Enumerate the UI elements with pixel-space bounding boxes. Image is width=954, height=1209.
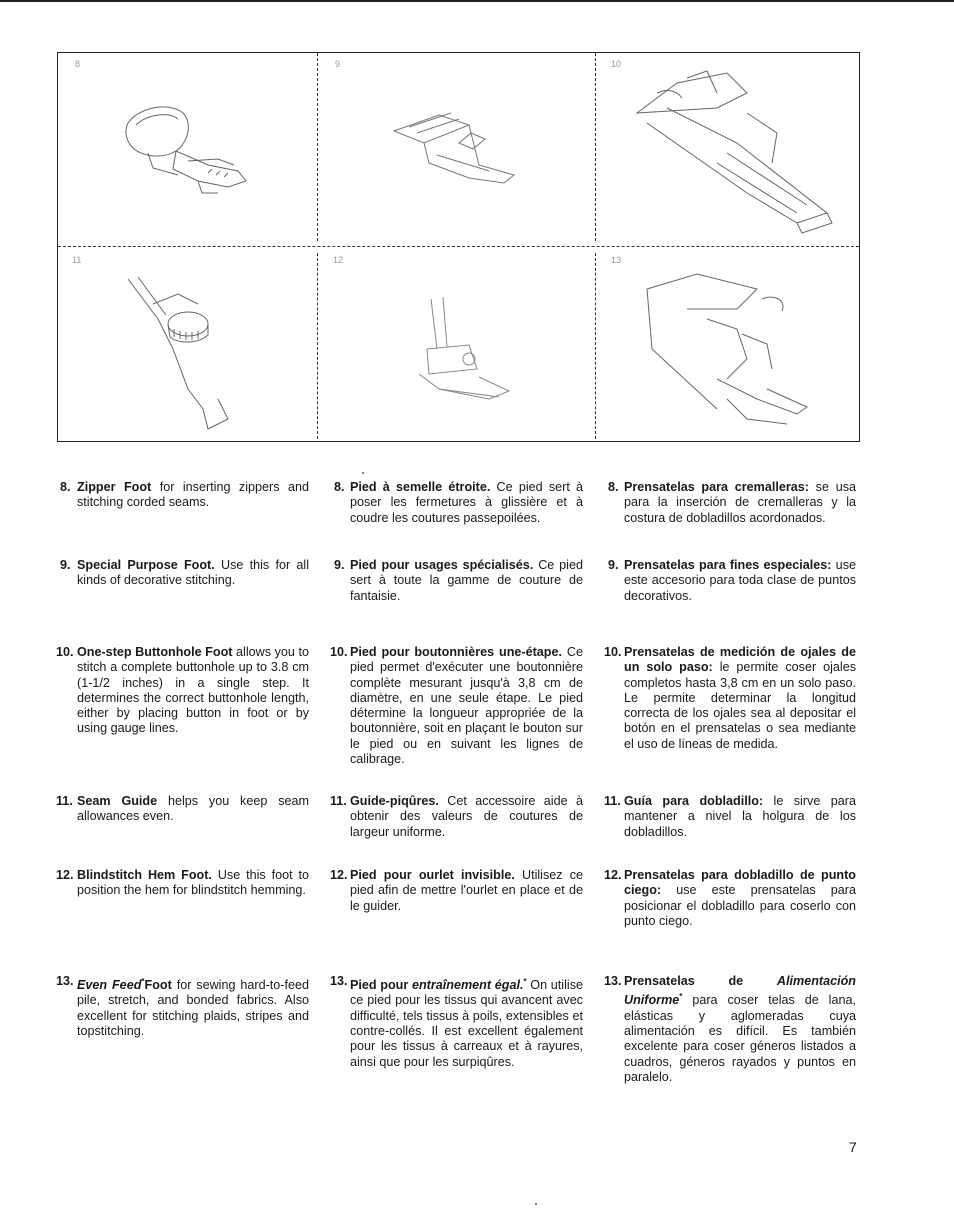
item-title: Prensatelas para fines especiales:: [624, 558, 832, 572]
blindstitch-foot-illustration: [319, 249, 594, 439]
svg-text:11: 11: [72, 255, 82, 265]
svg-text:12: 12: [333, 255, 344, 265]
list-item: 8. Zipper Foot for inserting zippers and stitching corded seams.: [60, 480, 310, 510]
item-body: Ce pied sert à toute la gamme de couture de fantaisie.: [350, 558, 583, 603]
item-body: Use this for all kinds of decorative stitching.: [77, 558, 309, 588]
list-item: 12. Blindstitch Hem Foot. Use this foot to position the hem for blindstitch hemming.: [56, 868, 309, 898]
item-title: One-step Buttonhole Foot: [77, 645, 233, 659]
item-body: Use this foot to position the hem for blindstitch hemming.: [77, 868, 309, 898]
list-item: 11. Seam Guide helps you keep seam allowances even.: [56, 794, 310, 824]
item-title: Prensatelas de: [624, 974, 777, 988]
list-item: 13. Pied pour entraînement égal.* On utilise ce pied pour les tissus qui avancent avec difficulté, tels tissus à poils, extensibles et contre-collés. Il est excellent également pour les tissus à carreaux et à rayures, ainsi que pour les surpiqûres.: [330, 974, 583, 1069]
trademark-star: *: [141, 977, 145, 986]
list-item: 12. Pied pour ourlet invisible. Utilisez ce pied afin de mettre l'ourlet en place et de le guider.: [330, 868, 583, 913]
list-item: 13. Prensatelas de Alimentación Uniforme* para coser telas de lana, elásticas y aglomeradas cuya alimentación es difícil. Es también excelente para coser géneros listados a cuadros, géneros rayados y puntos en paralelo.: [604, 974, 856, 1084]
divider-vertical: [317, 53, 318, 241]
svg-text:10: 10: [611, 59, 622, 69]
top-rule: [0, 0, 954, 2]
item-title: Prensatelas para dobladillo de punto ciego:: [624, 868, 856, 898]
list-item: 8. Pied à semelle étroite. Ce pied sert à poser les fermetures à glissière et à coudre les coutures passepoilées.: [334, 480, 584, 525]
page-number: 7: [849, 1139, 857, 1155]
item-body: para coser telas de lana, elásticas y aglomeradas cuya alimentación es difícil. Es también excelente para coser géneros listados a cuadros, géneros rayados y puntos en paralelo.: [624, 993, 856, 1084]
svg-text:9: 9: [335, 59, 341, 69]
item-title-italic: entraînement égal.: [411, 978, 524, 993]
buttonhole-foot-illustration: [597, 53, 859, 245]
svg-text:8: 8: [75, 59, 81, 69]
item-body: for sewing hard-to-feed pile, stretch, and bonded fabrics. Also excellent for stitching plaids, stripes and topstitching.: [77, 978, 309, 1039]
list-item: 10. One-step Buttonhole Foot allows you to stitch a complete buttonhole up to 3.8 cm (1-1/2 inches) in a single step. It determines the correct buttonhole length, either by placing button in foot or by using gauge lines.: [56, 645, 309, 736]
item-title-italic: Alimentación Uniforme: [624, 974, 856, 1008]
item-title: Prensatelas de medición de ojales de un solo paso:: [624, 645, 856, 675]
item-title: Prensatelas para cremalleras:: [624, 480, 809, 494]
trademark-star: *: [523, 977, 527, 986]
list-item: 9. Special Purpose Foot. Use this for all kinds of decorative stitching.: [60, 558, 309, 588]
item-title: Pied pour ourlet invisible.: [350, 868, 515, 882]
item-title-suffix: Foot: [144, 978, 172, 993]
list-item: 11. Guide-piqûres. Cet accessoire aide à obtenir des valeurs de coutures de largeur uniforme.: [330, 794, 583, 839]
item-body: use este prensatelas para posicionar el dobladillo para coserlo con punto ciego.: [624, 883, 856, 928]
item-body: Cet accessoire aide à obtenir des valeurs de coutures de largeur uniforme.: [350, 794, 583, 839]
item-title: Pied pour boutonnières une-étape.: [350, 645, 562, 659]
item-title: Pied à semelle étroite.: [350, 480, 491, 494]
even-feed-foot-illustration: [597, 249, 859, 439]
item-body: Ce pied sert à poser les fermetures à glissière et à coudre les coutures passepoilées.: [350, 480, 584, 525]
item-title: Guide-piqûres.: [350, 794, 439, 808]
item-title: Blindstitch Hem Foot.: [77, 868, 212, 882]
scan-speck: [362, 472, 364, 474]
divider-vertical: [595, 53, 596, 241]
item-title: Pied pour usages spécialisés.: [350, 558, 534, 572]
item-body: Utilisez ce pied afin de mettre l'ourlet en place et de le guider.: [350, 868, 583, 913]
list-item: 9. Pied pour usages spécialisés. Ce pied sert à toute la gamme de couture de fantaisie.: [334, 558, 583, 603]
list-item: 11. Guía para dobladillo: le sirve para mantener a nivel la holgura de los dobladillos.: [604, 794, 856, 839]
item-body: allows you to stitch a complete buttonhole up to 3.8 cm (1-1/2 inches) in a single step. It determines the correct buttonhole length, either by placing button in foot or by using gauge lines.: [77, 645, 309, 736]
seam-guide-illustration: [58, 249, 316, 439]
list-item: 9. Prensatelas para fines especiales: use este accesorio para toda clase de puntos decorativos.: [608, 558, 856, 603]
list-item: 12. Prensatelas para dobladillo de punto ciego: use este prensatelas para posicionar el dobladillo para coserlo con punto ciego.: [604, 868, 856, 928]
item-body: for inserting zippers and stitching corded seams.: [77, 480, 310, 510]
svg-text:13: 13: [611, 255, 622, 265]
zipper-foot-illustration: [58, 53, 316, 245]
item-body: helps you keep seam allowances even.: [77, 794, 310, 824]
item-body: On utilise ce pied pour les tissus qui avancent avec difficulté, tels tissus à poils, extensibles et contre-collés. Il est excellent également pour les tissus à carreaux et à rayures, ainsi que pour les surpiqûres.: [350, 978, 583, 1069]
item-body: use este accesorio para toda clase de puntos decorativos.: [624, 558, 856, 603]
divider-horizontal: [58, 246, 859, 247]
item-body: se usa para la inserción de cremalleras y la costura de dobladillos acordonados.: [624, 480, 857, 525]
item-body: le permite coser ojales completos hasta 3,8 cm en un solo paso. Le permite determinar la longitud correcta de los ojales sea al depositar el botón en el prensatelas o sea mediante el uso de líneas de medida.: [624, 660, 857, 751]
list-item: 13. Even Feed*Foot for sewing hard-to-feed pile, stretch, and bonded fabrics. Also excellent for stitching plaids, stripes and topstitching.: [56, 974, 309, 1039]
list-item: 10. Pied pour boutonnières une-étape. Ce pied permet d'exécuter une boutonnière complète mesurant jusqu'à 3,8 cm de diamètre, en une seule étape. Le pied détermine la longueur appropriée de la boutonnière, soit en plaçant le bouton sur le pied ou en suivant les lignes de calibrage.: [330, 645, 583, 767]
list-item: 8. Prensatelas para cremalleras: se usa para la inserción de cremalleras y la costura de dobladillos acordonados.: [608, 480, 857, 525]
item-title: Zipper Foot: [77, 480, 152, 494]
list-item: 10. Prensatelas de medición de ojales de un solo paso: le permite coser ojales completos hasta 3,8 cm en un solo paso. Le permite determinar la longitud correcta de los ojales sea al depositar el botón en el prensatelas o sea mediante el uso de líneas de medida.: [604, 645, 857, 751]
special-purpose-foot-illustration: [319, 53, 594, 245]
item-title: Seam Guide: [77, 794, 158, 808]
item-title: Even Feed: [77, 978, 142, 993]
scan-speck: [535, 1203, 537, 1205]
item-body: le sirve para mantener a nivel la holgura de los dobladillos.: [624, 794, 856, 839]
trademark-star: *: [679, 992, 683, 1002]
item-body: Ce pied permet d'exécuter une boutonnière complète mesurant jusqu'à 3,8 cm de diamètre, en une seule étape. Le pied détermine la longueur appropriée de la boutonnière, soit en plaçant le bouton sur le pied ou en suivant les lignes de calibrage.: [350, 645, 583, 767]
divider-vertical: [595, 253, 596, 439]
item-title: Guía para dobladillo:: [624, 794, 764, 808]
item-title: Special Purpose Foot.: [77, 558, 215, 572]
figure-grid: [57, 52, 860, 442]
divider-vertical: [317, 253, 318, 439]
item-title: Pied pour: [350, 978, 412, 993]
